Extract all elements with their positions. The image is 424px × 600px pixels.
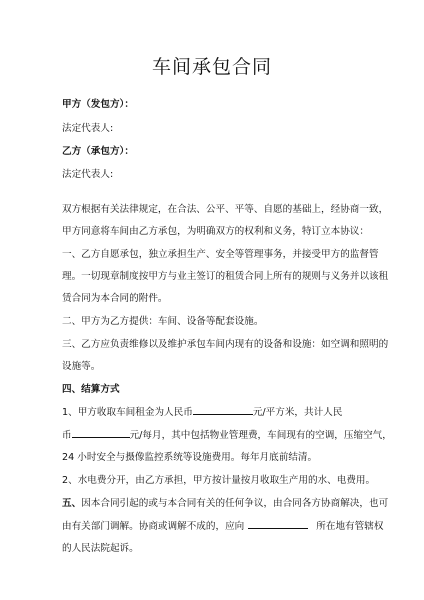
clause-1-line-3: 赁合同为本合同的附件。 <box>62 293 168 304</box>
clause-4-heading: 四、结算方式 <box>62 384 120 395</box>
clause-5-line-1-text: 因本合同引起的或与本合同有关的任何争议，由合同各方协商解决，也可 <box>81 498 389 509</box>
legal-rep-b-label: 法定代表人: <box>62 169 114 180</box>
clause-5-line-2-start: 由有关部门调解。协商或调解不成的，应向 <box>62 521 245 532</box>
rent-rate-blank[interactable] <box>193 406 253 415</box>
clause-5-line-2 <box>62 518 383 532</box>
clause-4-line-1 <box>62 404 342 418</box>
clause-4-line-3: 24 小时安全与摄像监控系统等设施费用。每年月底前结清。 <box>62 452 318 463</box>
party-a-label: 甲方（发包方）： <box>62 99 134 110</box>
clause-2: 二、甲方为乙方提供：车间、设备等配套设施。 <box>62 316 264 327</box>
clause-4-line-4: 2、水电费分开，由乙方承担，甲方按计量按月收取生产用的水、电费用。 <box>62 475 376 486</box>
clause-4-line-1-start: 1、甲方收取车间租金为人民币 <box>62 407 193 418</box>
clause-1-line-1: 一、乙方自愿承包，独立承担生产、安全等管理事务，并接受甲方的监督管 <box>62 249 379 260</box>
clause-5-number: 五、 <box>62 498 82 509</box>
clause-4-line-2 <box>62 427 392 441</box>
clause-5-line-2-end: 所在地有管辖权 <box>316 521 384 532</box>
court-location-blank[interactable] <box>248 520 308 529</box>
party-b-label: 乙方（承包方）： <box>62 146 134 157</box>
clause-3-line-2: 设施等。 <box>62 361 101 372</box>
clause-5-line-3: 的人民法院起诉。 <box>62 543 139 554</box>
clause-5-line-1 <box>62 495 388 509</box>
clause-4-line-2-start: 币 <box>62 430 72 441</box>
clause-4-line-2-end: 元/每月，其中包括物业管理费，车间现有的空调，压缩空气， <box>129 430 392 441</box>
clause-4-line-1-end: 元/平方米，共计人民 <box>252 407 343 418</box>
monthly-total-blank[interactable] <box>72 429 130 438</box>
legal-rep-a-label: 法定代表人: <box>62 123 114 134</box>
intro-line-2: 甲方同意将车间由乙方承包，为明确双方的权利和义务，特订立本协议： <box>62 226 369 237</box>
clause-3-line-1: 三、乙方应负责维修以及维护承包车间内现有的设备和设施：如空调和照明的 <box>62 339 389 350</box>
clause-1-line-2: 理。一切现章制度按甲方与业主签订的租赁合同上所有的规则与义务并以该租 <box>62 271 389 282</box>
intro-line-1: 双方根据有关法律规定，在合法、公平、平等、自愿的基础上，经协商一致， <box>62 204 389 215</box>
document-title: 车间承包合同 <box>151 56 272 78</box>
